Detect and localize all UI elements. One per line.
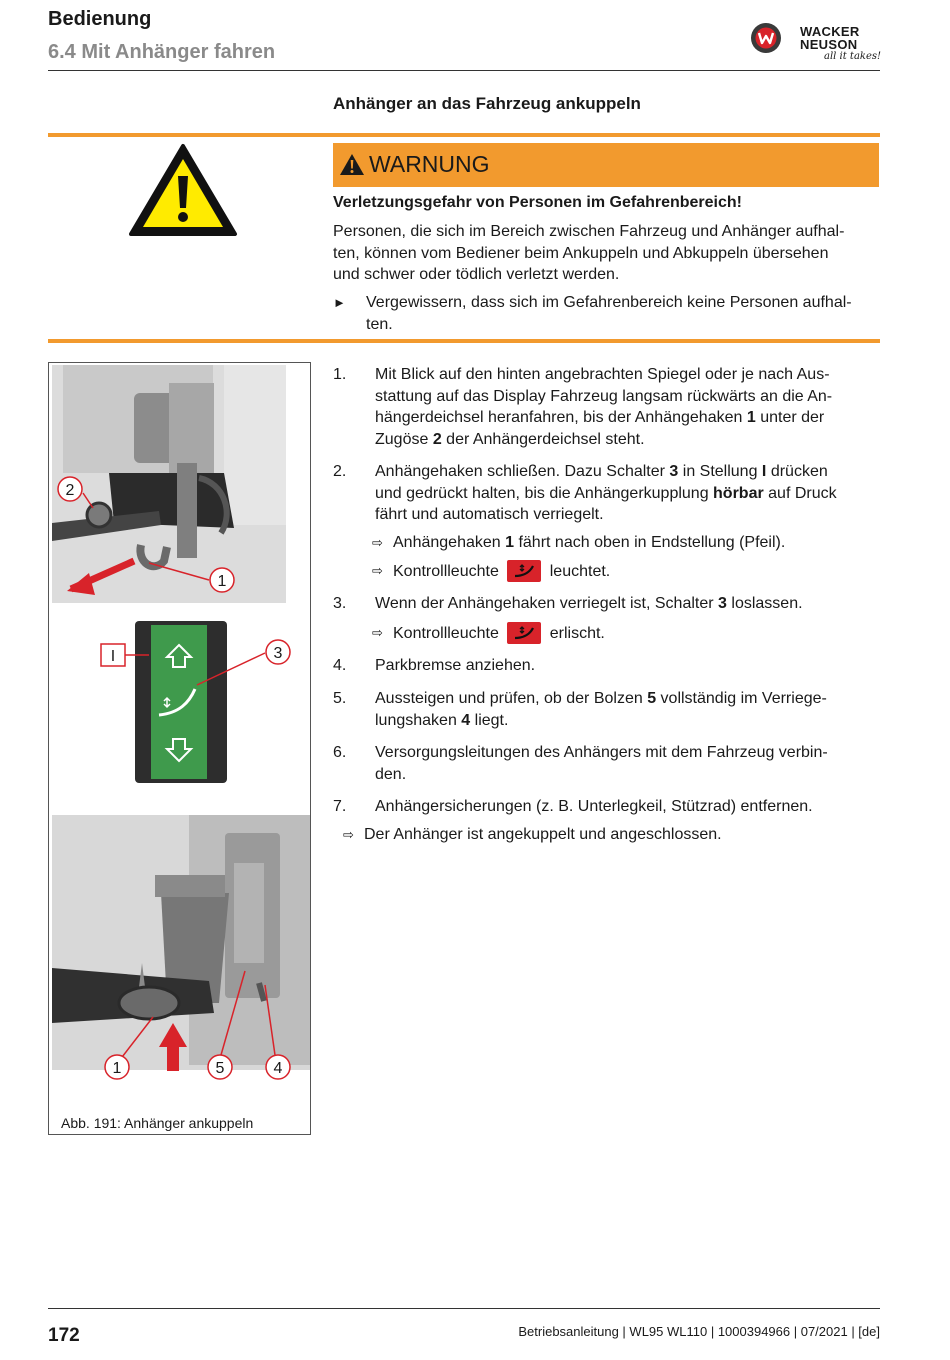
- callout-switch-I: [101, 644, 125, 666]
- svg-text:3: 3: [273, 645, 283, 662]
- svg-text:4: 4: [273, 1060, 283, 1077]
- warning-body-line: und schwer oder tödlich verletzt werden.: [333, 266, 620, 283]
- warning-lamp-icon: [507, 622, 541, 644]
- step-line: Versorgungsleitungen des Anhängers mit dem Fahrzeug verbin-: [375, 744, 828, 761]
- step-line: Wenn der Anhängehaken verriegelt ist, Schalter 3 loslassen.: [375, 595, 803, 612]
- callout-bottom-5: [208, 1055, 232, 1079]
- svg-text:2: 2: [65, 482, 75, 499]
- figure-caption: Abb. 191: Anhänger ankuppeln: [61, 1115, 254, 1131]
- logo-word-1: WACKER: [800, 24, 860, 39]
- procedure-title: Anhänger an das Fahrzeug ankuppeln: [333, 94, 641, 113]
- warning-action-line: Vergewissern, dass sich im Gefahrenbereich keine Personen aufhal-: [366, 294, 852, 311]
- step-number: 6.: [333, 744, 347, 761]
- figure-illustration: [49, 363, 310, 1134]
- photo-hook-approach: [52, 365, 286, 603]
- section-title: 6.4 Mit Anhänger fahren: [48, 41, 276, 63]
- brand-logo: [750, 22, 882, 66]
- svg-text:1: 1: [112, 1060, 122, 1077]
- step-number: 3.: [333, 595, 347, 612]
- step-line: Mit Blick auf den hinten angebrachten Spiegel oder je nach Aus-: [375, 366, 830, 383]
- result-arrow-icon: ⇨: [372, 625, 383, 640]
- warning-body-line: Personen, die sich im Bereich zwischen Fahrzeug und Anhänger aufhal-: [333, 223, 845, 240]
- logo-emblem-icon: [750, 22, 782, 54]
- step-line: lungshaken 4 liegt.: [375, 711, 509, 729]
- step-number: 1.: [333, 366, 347, 383]
- warning-subtitle: Verletzungsgefahr von Personen im Gefahrenbereich!: [333, 194, 742, 211]
- warning-body: [333, 221, 879, 286]
- callout-top-1: [210, 568, 234, 592]
- result-text: Kontrollleuchte: [393, 563, 499, 580]
- chapter-title: Bedienung: [48, 8, 152, 30]
- step-number: 4.: [333, 657, 347, 674]
- step-number: 7.: [333, 798, 347, 815]
- document-reference: Betriebsanleitung | WL95 WL110 | 1000394966 | 07/2021 | [de]: [518, 1324, 880, 1339]
- step-line: Anhängehaken schließen. Dazu Schalter 3 in Stellung I drücken: [375, 463, 828, 480]
- warning-body-line: ten, können vom Bediener beim Ankuppeln und Abkuppeln übersehen: [333, 244, 829, 262]
- callout-bottom-1: [105, 1055, 129, 1079]
- result-text: Der Anhänger ist angekuppelt und angeschlossen.: [364, 826, 722, 843]
- warning-lamp-icon: [507, 560, 541, 582]
- logo-tagline: all it takes!: [824, 51, 882, 62]
- step-line: den.: [375, 765, 407, 783]
- svg-text:5: 5: [215, 1060, 225, 1077]
- result-text: leuchtet.: [549, 563, 611, 580]
- step-line: und gedrückt halten, bis die Anhängerkupplung hörbar auf Druck: [375, 484, 837, 502]
- warning-rule-top: [48, 133, 880, 137]
- result-text: Anhängehaken 1 fährt nach oben in Endstellung (Pfeil).: [393, 534, 786, 551]
- action-marker-icon: ►: [333, 295, 346, 310]
- warning-label: WARNUNG: [369, 151, 490, 177]
- step-line: hängerdeichsel heranfahren, bis der Anhängehaken 1 unter der: [375, 409, 825, 426]
- callout-bottom-4: [266, 1055, 290, 1079]
- figure-coupling: [48, 362, 311, 1135]
- warning-banner: [333, 143, 879, 187]
- warning-action-line: ten.: [366, 315, 393, 333]
- result-arrow-icon: ⇨: [372, 563, 383, 578]
- step-line: stattung auf das Display Fahrzeug langsam rückwärts an die An-: [375, 387, 833, 405]
- footer-divider: [48, 1308, 880, 1309]
- header-divider: [48, 70, 880, 71]
- step-line: Zugöse 2 der Anhängerdeichsel steht.: [375, 430, 645, 448]
- page-number: 172: [48, 1325, 80, 1346]
- step-line: Parkbremse anziehen.: [375, 657, 536, 674]
- step-line: Aussteigen und prüfen, ob der Bolzen 5 vollständig im Verriege-: [375, 690, 827, 707]
- result-text: erlischt.: [549, 625, 605, 642]
- svg-text:I: I: [110, 648, 116, 665]
- switch-panel: [135, 621, 227, 783]
- callout-switch-3: [266, 640, 290, 664]
- logo-word-2: NEUSON: [800, 37, 858, 52]
- step-number: 2.: [333, 463, 347, 480]
- warning-rule-bottom: [48, 339, 880, 343]
- result-arrow-icon: ⇨: [372, 535, 383, 550]
- step-line: Anhängersicherungen (z. B. Unterlegkeil, Stützrad) entfernen.: [375, 798, 813, 815]
- svg-text:1: 1: [217, 573, 227, 590]
- step-number: 5.: [333, 690, 347, 707]
- result-arrow-icon: ⇨: [343, 827, 354, 842]
- callout-top-2: [58, 477, 82, 501]
- warning-sign-icon: [127, 142, 239, 238]
- warning-triangle-icon: [339, 153, 365, 176]
- result-text: Kontrollleuchte: [393, 625, 499, 642]
- step-line: fährt und automatisch verriegelt.: [375, 506, 604, 523]
